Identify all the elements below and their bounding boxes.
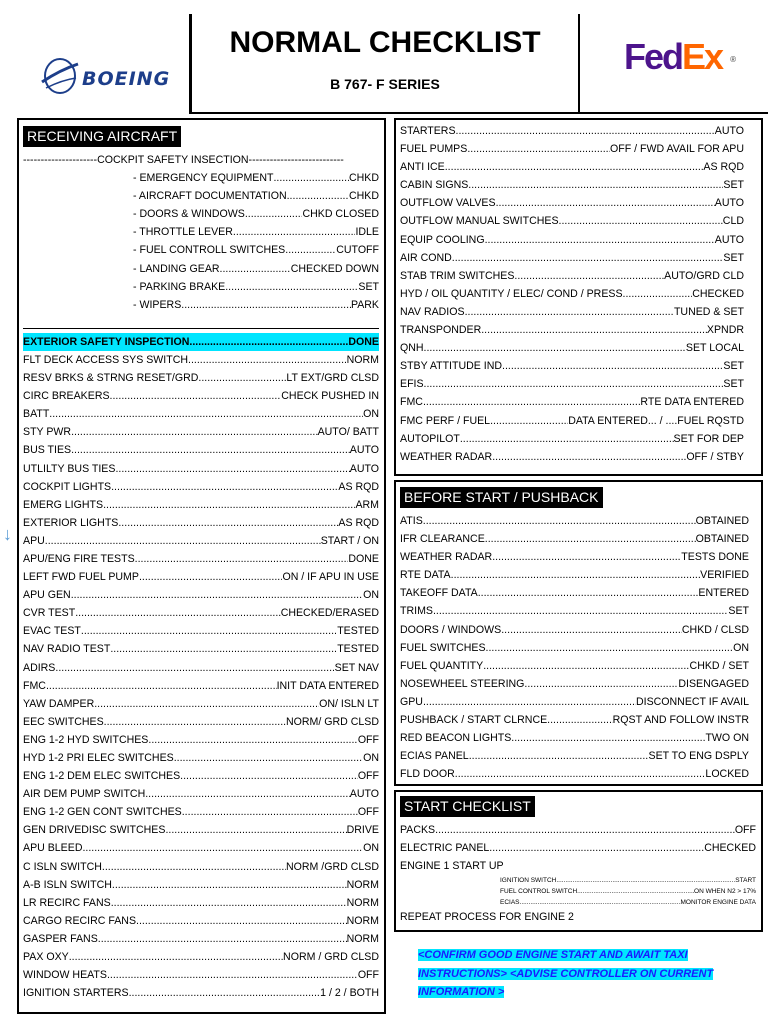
divider (23, 328, 379, 329)
checklist-row (400, 602, 749, 620)
checklist-item-value: CHKD (348, 190, 379, 203)
before-start-section (400, 485, 749, 783)
checklist-row (400, 249, 744, 267)
checklist-row (400, 584, 749, 602)
checklist-row (400, 357, 744, 375)
down-arrow-icon: ↓ (3, 524, 12, 544)
checklist-item-label: RTE DATA (400, 569, 451, 582)
checklist-row (400, 675, 749, 693)
checklist-item-value: TESTS DONE (681, 551, 749, 564)
checklist-item-value: SET (723, 179, 744, 192)
checklist-item-value: SET (723, 251, 744, 264)
checklist-item-label: CIRC BREAKERS (23, 390, 110, 403)
checklist-row (23, 441, 379, 459)
checklist-row (400, 339, 744, 357)
checklist-row (23, 858, 379, 876)
checklist-row (23, 677, 379, 695)
checklist-row (400, 176, 744, 194)
checklist-row (400, 839, 756, 857)
checklist-row (23, 894, 379, 912)
checklist-item-value: CHECKED DOWN (290, 262, 379, 275)
checklist-item-value: AUTO (714, 233, 744, 246)
checklist-item-value: DRIVE (346, 824, 379, 837)
checklist-item-value: ARM (355, 498, 379, 511)
checklist-item-label: APU GEN (23, 589, 71, 602)
checklist-row (400, 548, 749, 566)
engine1-heading: ENGINE 1 START UP (400, 860, 504, 873)
checklist-item-label: NAV RADIO TEST (23, 643, 111, 656)
checklist-row (23, 767, 379, 785)
engine-start-row (400, 897, 756, 908)
checklist-row (23, 966, 379, 984)
fedex-logo: FedEx ® (624, 36, 736, 77)
checklist-item-value: SET (728, 605, 749, 618)
checklist-item-value: CHECK PUSHED IN (281, 390, 379, 403)
checklist-row (23, 604, 379, 622)
checklist-row (23, 659, 379, 677)
checklist-item-value: INIT DATA ENTERED (276, 679, 379, 692)
checklist-item-value: VERIFIED (700, 569, 749, 582)
checklist-item-value: AS RQD (338, 516, 379, 529)
checklist-item-label: - WIPERS (133, 298, 182, 311)
checklist-item-value: OFF (357, 770, 379, 783)
checklist-item-label: LEFT FWD FUEL PUMP (23, 571, 139, 584)
checklist-item-value: TESTED (337, 643, 379, 656)
checklist-item-value: OFF (357, 733, 379, 746)
checklist-row (400, 693, 749, 711)
page-subtitle: B 767- F SERIES (330, 76, 440, 92)
checklist-item-label: TRIMS (400, 605, 433, 618)
checklist-item-value: TUNED & SET (673, 305, 744, 318)
checklist-item-label: - DOORS & WINDOWS (133, 208, 245, 221)
exterior-inspection-row: EXTERIOR SAFETY INSPECTION ..... DONE (23, 333, 379, 351)
checklist-item-value: PARK (350, 298, 379, 311)
checklist-item-label: YAW DAMPER (23, 697, 95, 710)
checklist-item-value: ON (363, 589, 379, 602)
checklist-item-label: BUS TIES (23, 444, 72, 457)
checklist-row (400, 448, 744, 466)
checklist-row (23, 514, 379, 532)
checklist-item-value: SET FOR DEP (673, 432, 744, 445)
checklist-item-label: FUEL PUMPS (400, 143, 468, 156)
checklist-row (23, 478, 379, 496)
checklist-row (400, 267, 744, 285)
checklist-item-value: CUTOFF (336, 244, 379, 257)
checklist-item-label: AUTOPILOT (400, 432, 460, 445)
header-title-box (190, 14, 580, 114)
checklist-item-label: EXTERIOR LIGHTS (23, 516, 119, 529)
checklist-item-value: CLD (722, 215, 744, 228)
preflight-section (400, 122, 744, 466)
checklist-item-label: FMC PERF / FUEL (400, 414, 491, 427)
cockpit-item-row (23, 187, 379, 205)
checklist-item-label: PUSHBACK / START CLRNCE (400, 714, 548, 727)
checklist-row (23, 984, 379, 1002)
checklist-item-label: TRANSPONDER (400, 324, 482, 337)
checklist-item-label: STY PWR (23, 426, 72, 439)
checklist-item-value: AUTO (349, 444, 379, 457)
checklist-item-value: OFF (357, 806, 379, 819)
checklist-row (23, 423, 379, 441)
checklist-item-label: FMC (400, 396, 423, 409)
checklist-item-label: C ISLN SWITCH (23, 860, 102, 873)
checklist-item-value: AUTO/GRD CLD (664, 269, 744, 282)
boeing-wordmark: BOEING (82, 68, 171, 90)
checklist-item-label: IFR CLEARANCE (400, 533, 485, 546)
checklist-row (23, 550, 379, 568)
checklist-item-label: FUEL CONTROL SWITCH (500, 888, 578, 896)
checklist-item-value: LT EXT/GRD CLSD (286, 372, 379, 385)
cockpit-item-row (23, 205, 379, 223)
checklist-row (23, 948, 379, 966)
checklist-item-value: LOCKED (705, 768, 749, 781)
checklist-item-label: A-B ISLN SWITCH (23, 878, 112, 891)
checklist-item-value: AUTO (349, 788, 379, 801)
checklist-item-value: ON (733, 641, 749, 654)
checklist-item-value: IDLE (355, 226, 379, 239)
checklist-row (400, 393, 744, 411)
checklist-item-label: GPU (400, 695, 423, 708)
checklist-item-label: BATT (23, 408, 50, 421)
checklist-item-label: OUTFLOW VALVES (400, 197, 496, 210)
checklist-item-value: SET NAV (334, 661, 379, 674)
checklist-item-value: SET (723, 360, 744, 373)
cockpit-item-row (23, 296, 379, 314)
checklist-item-value: AS RQD (703, 161, 744, 174)
checklist-item-value: OFF / STBY (686, 450, 744, 463)
start-checklist-section (400, 794, 756, 926)
checklist-row (23, 405, 379, 423)
checklist-item-label: WEATHER RADAR (400, 450, 493, 463)
checklist-item-label: NAV RADIOS (400, 305, 465, 318)
engine-start-row (400, 875, 756, 886)
checklist-item-label: COCKPIT LIGHTS (23, 480, 112, 493)
checklist-item-label: RESV BRKS & STRNG RESET/GRD (23, 372, 199, 385)
checklist-item-value: NORM (346, 878, 379, 891)
checklist-item-value: START / ON (320, 534, 379, 547)
checklist-item-value: START (735, 877, 756, 885)
checklist-item-label: EQUIP COOLING (400, 233, 485, 246)
checklist-item-label: CVR TEST (23, 607, 76, 620)
checklist-item-label: STBY ATTITUDE IND (400, 360, 503, 373)
checklist-item-value: SET (358, 280, 379, 293)
checklist-item-label: APU/ENG FIRE TESTS (23, 552, 135, 565)
checklist-row (23, 749, 379, 767)
checklist-row (400, 412, 744, 430)
checklist-item-label: ATIS (400, 515, 423, 527)
checklist-item-label: HYD 1-2 PRI ELEC SWITCHES (23, 752, 174, 764)
checklist-item-value: FUEL RQSTD (677, 414, 744, 427)
checklist-item-value: ON/ ISLN LT (319, 697, 379, 710)
checklist-item-value: RTE DATA ENTERED (640, 396, 744, 409)
checklist-item-label: CARGO RECIRC FANS (23, 914, 137, 927)
cockpit-item-row (23, 223, 379, 241)
cockpit-safety-heading: ---------------------COCKPIT SAFETY INSECTION--------------------------- (23, 154, 344, 166)
confirm-note: <CONFIRM GOOD ENGINE START AND AWAIT TAXI INSTRUCTIONS> <ADVISE CONTROLLER ON CURRENT INFORMATION > (418, 949, 714, 998)
checklist-item-label: WINDOW HEATS (23, 969, 107, 982)
checklist-item-label: GASPER FANS (23, 932, 98, 945)
checklist-item-value: OBTAINED (695, 515, 749, 527)
section-title-before-start: BEFORE START / PUSHBACK (400, 487, 603, 508)
checklist-item-label: EFIS (400, 378, 424, 391)
boeing-logo-box (18, 14, 192, 114)
checklist-item-label: PACKS (400, 824, 436, 836)
checklist-row (400, 122, 744, 140)
checklist-row (23, 640, 379, 658)
checklist-item-label: ECIAS (500, 899, 520, 907)
checklist-item-value: AUTO (714, 197, 744, 210)
cockpit-item-row (23, 241, 379, 259)
checklist-item-value: CHECKED (692, 287, 744, 300)
checklist-row (23, 532, 379, 550)
checklist-item-label: WEATHER RADAR (400, 551, 493, 564)
checklist-row (23, 622, 379, 640)
checklist-item-value: NORM/ GRD CLSD (286, 715, 379, 728)
cockpit-item-row (23, 169, 379, 187)
checklist-item-value: SET (723, 378, 744, 391)
checklist-item-label: AIR COND (400, 251, 452, 264)
checklist-item-value: AUTO (349, 462, 379, 475)
checklist-item-value: SET TO ENG DSPLY (648, 750, 749, 763)
checklist-item-value: AUTO (714, 125, 744, 137)
checklist-row (23, 930, 379, 948)
checklist-item-value: ON (363, 752, 379, 764)
checklist-item-value: NORM / GRD CLSD (283, 951, 379, 964)
boeing-emblem-icon (40, 56, 80, 96)
checklist-row (400, 765, 749, 783)
checklist-row (400, 512, 749, 530)
checklist-item-label: TAKEOFF DATA (400, 587, 478, 600)
checklist-item-label: ENG 1-2 GEN CONT SWITCHES (23, 806, 182, 819)
checklist-row (23, 785, 379, 803)
checklist-item-label: FLT DECK ACCESS SYS SWITCH (23, 353, 189, 366)
checklist-item-value: XPNDR (706, 324, 744, 337)
checklist-item-value: CHKD / SET (689, 659, 749, 672)
checklist-row (23, 695, 379, 713)
checklist-row (400, 657, 749, 675)
checklist-item-value: CHECKED (704, 842, 756, 855)
checklist-item-value: SET LOCAL (685, 342, 744, 355)
checklist-item-value: 1 / 2 / BOTH (320, 987, 379, 1000)
checklist-row (400, 194, 744, 212)
checklist-row (400, 530, 749, 548)
checklist-item-value: DONE (348, 552, 379, 565)
checklist-row (23, 912, 379, 930)
checklist-row (23, 731, 379, 749)
checklist-item-label: ADIRS (23, 661, 56, 674)
checklist-row (23, 351, 379, 369)
checklist-item-value: ON (363, 408, 379, 421)
checklist-item-label: - PARKING BRAKE (133, 280, 226, 293)
checklist-item-value: DISENGAGED (678, 677, 749, 690)
checklist-item-label: STAB TRIM SWITCHES (400, 269, 515, 282)
checklist-item-value: CHKD (348, 172, 379, 185)
checklist-item-label: NOSEWHEEL STEERING (400, 677, 525, 690)
checklist-item-label: - AIRCRAFT DOCUMENTATION (133, 190, 287, 203)
checklist-item-label: - LANDING GEAR (133, 262, 220, 275)
checklist-item-label: - THROTTLE LEVER (133, 226, 233, 239)
cockpit-item-row (23, 278, 379, 296)
checklist-item-label: ELECTRIC PANEL (400, 842, 490, 855)
checklist-row (23, 369, 379, 387)
checklist-item-value: OFF (734, 824, 756, 836)
checklist-item-label: APU BLEED (23, 842, 83, 855)
checklist-item-label: CABIN SIGNS (400, 179, 469, 192)
checklist-item-value: NORM (346, 914, 379, 927)
checklist-item-value: ENTERED (698, 587, 749, 600)
checklist-item-label: OUTFLOW MANUAL SWITCHES (400, 215, 559, 228)
checklist-item-value: TESTED (337, 625, 379, 638)
checklist-item-value: CHECKED/ERASED (280, 607, 379, 620)
checklist-item-value: ON / IF APU IN USE (282, 571, 379, 584)
checklist-row (400, 212, 744, 230)
checklist-item-label: HYD / OIL QUANTITY / ELEC/ COND / PRESS (400, 287, 623, 300)
checklist-row (400, 566, 749, 584)
checklist-row (400, 711, 749, 729)
checklist-row (23, 803, 379, 821)
checklist-row (400, 140, 744, 158)
checklist-item-label: FUEL QUANTITY (400, 659, 484, 672)
engine-start-row (400, 886, 756, 897)
checklist-item-value: NORM (346, 896, 379, 909)
checklist-row (23, 568, 379, 586)
checklist-item-label: EVAC TEST (23, 625, 81, 638)
checklist-item-value: NORM /GRD CLSD (286, 860, 379, 873)
checklist-row (23, 821, 379, 839)
checklist-item-label: EEC SWITCHES (23, 715, 104, 728)
checklist-item-label: STARTERS (400, 125, 456, 137)
checklist-row (400, 639, 749, 657)
checklist-item-label: DOORS / WINDOWS (400, 623, 502, 636)
checklist-item-value: AUTO/ BATT (317, 426, 379, 439)
checklist-item-label: ECIAS PANEL (400, 750, 469, 763)
checklist-item-value: ON WHEN N2 > 17% (694, 888, 756, 896)
checklist-item-label: FUEL SWITCHES (400, 641, 486, 654)
checklist-row (23, 713, 379, 731)
checklist-item-label: AIR DEM PUMP SWITCH (23, 788, 146, 801)
checklist-item-label: APU (23, 534, 45, 547)
checklist-item-value: MONITOR ENGINE DATA (680, 899, 756, 907)
checklist-row (400, 621, 749, 639)
checklist-row (400, 303, 744, 321)
checklist-item-label: FLD DOOR (400, 768, 455, 781)
section-title-receiving: RECEIVING AIRCRAFT (23, 126, 181, 147)
checklist-item-label: - FUEL CONTROLL SWITCHES (133, 244, 286, 257)
checklist-item-value: ON (363, 842, 379, 855)
checklist-row (400, 231, 744, 249)
receiving-aircraft-section (23, 124, 379, 1002)
checklist-item-label: GEN DRIVEDISC SWITCHES (23, 824, 166, 837)
checklist-item-value: CHKD CLOSED (302, 208, 379, 221)
checklist-item-value: TWO ON (705, 732, 749, 745)
checklist-item-label: LR RECIRC FANS (23, 896, 111, 909)
checklist-item-label: ANTI ICE (400, 161, 445, 174)
checklist-row (400, 375, 744, 393)
page-title: NORMAL CHECKLIST (229, 26, 541, 59)
checklist-row (23, 586, 379, 604)
checklist-item-value: RQST AND FOLLOW INSTR (612, 714, 749, 727)
checklist-item-label: ENG 1-2 DEM ELEC SWITCHES (23, 770, 181, 783)
checklist-item-label: IGNITION STARTERS (23, 987, 129, 1000)
checklist-row (400, 729, 749, 747)
fedex-logo-box (578, 14, 768, 114)
checklist-row (400, 430, 744, 448)
checklist-item-label: ENG 1-2 HYD SWITCHES (23, 733, 149, 746)
section-title-start: START CHECKLIST (400, 796, 535, 817)
checklist-item-label: PAX OXY (23, 951, 69, 964)
repeat-note: REPEAT PROCESS FOR ENGINE 2 (400, 911, 574, 924)
checklist-row (23, 387, 379, 405)
checklist-row (23, 876, 379, 894)
checklist-item-label: UTLILTY BUS TIES (23, 462, 116, 475)
checklist-item-value: OFF (357, 969, 379, 982)
checklist-row (400, 821, 756, 839)
checklist-item-value: DISCONNECT IF AVAIL (635, 695, 749, 708)
checklist-item-label: - EMERGENCY EQUIPMENT (133, 172, 274, 185)
checklist-item-label: QNH (400, 342, 424, 355)
checklist-row (400, 747, 749, 765)
checklist-item-value: CHKD / CLSD (681, 623, 749, 636)
checklist-row (23, 839, 379, 857)
checklist-item-value: OBTAINED (695, 533, 749, 546)
checklist-row (400, 158, 744, 176)
checklist-item-value: AS RQD (338, 480, 379, 493)
checklist-item-value: OFF / FWD AVAIL FOR APU (609, 143, 744, 156)
checklist-row (400, 285, 744, 303)
boeing-logo (40, 62, 210, 102)
checklist-row (23, 460, 379, 478)
checklist-row (400, 321, 744, 339)
checklist-item-label: FMC (23, 679, 46, 692)
cockpit-item-row (23, 260, 379, 278)
checklist-item-label: EMERG LIGHTS (23, 498, 104, 511)
checklist-item-value: NORM (346, 353, 379, 366)
checklist-item-label: IGNITION SWITCH (500, 877, 557, 885)
checklist-item-mid: DATA ENTERED... / .... (568, 414, 678, 427)
checklist-row (23, 496, 379, 514)
checklist-item-value: NORM (346, 932, 379, 945)
checklist-item-label: RED BEACON LIGHTS (400, 732, 512, 745)
